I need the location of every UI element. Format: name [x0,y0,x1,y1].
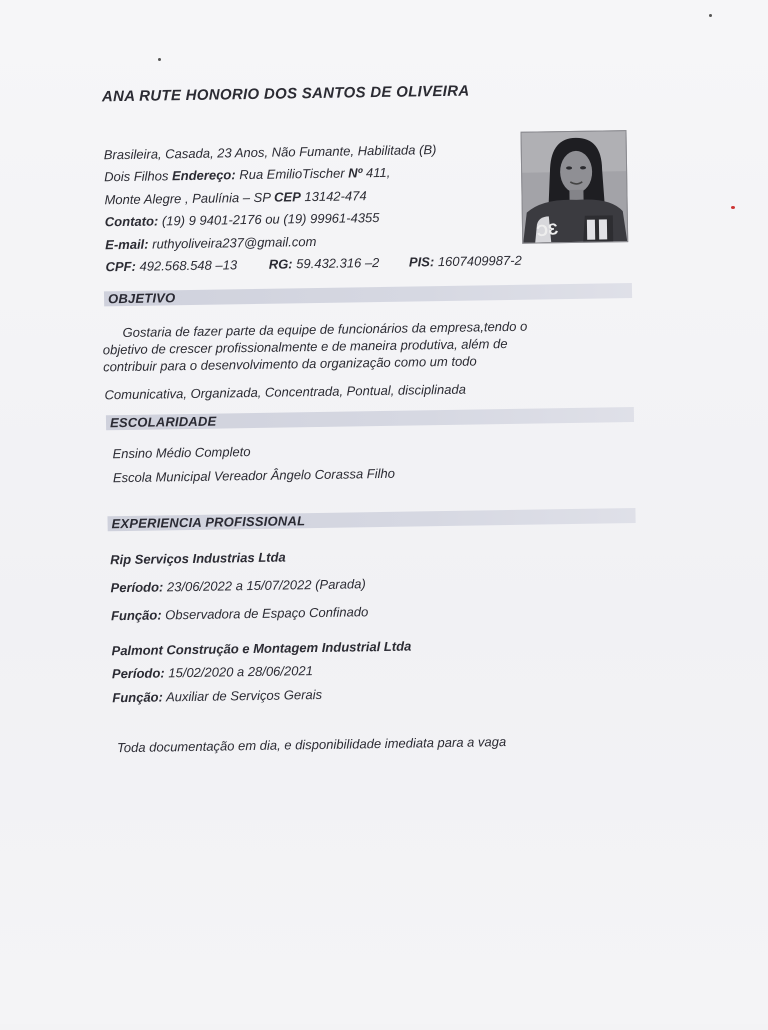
candidate-name: ANA RUTE HONORIO DOS SANTOS DE OLIVEIRA [101,82,470,106]
cep-value: 13142-474 [304,188,367,205]
objective-line-1: Gostaria de fazer parte da equipe de funcionários da empresa,tendo o [122,318,528,341]
job-1-company: Rip Serviços Industrias Ltda [110,549,286,568]
education-level: Ensino Médio Completo [112,444,251,462]
address-line: Dois Filhos Endereço: Rua EmilioTischer Nº 411, [104,164,391,185]
city-line: Monte Alegre , Paulínia – SP CEP 13142-474 [104,188,367,208]
job-1-period: Período: 23/06/2022 a 15/07/2022 (Parada) [110,576,366,596]
job-2-period: Período: 15/02/2020 a 28/06/2021 [111,663,313,682]
contact-label: Contato: [104,213,159,230]
number-value: 411, [365,164,391,181]
section-header-experiencia: EXPERIENCIA PROFISSIONAL [107,508,635,531]
address-label: Endereço: [171,167,236,184]
documents-line [105,253,521,275]
objective-line-2: objetivo de crescer profissionalmente e de maneira produtiva, além de [102,335,508,358]
contact-line [105,210,380,229]
rg-label: RG: [268,256,293,272]
objective-paragraph [102,316,615,375]
cpf-value: 492.568.548 –13 [139,257,238,274]
education-school: Escola Municipal Vereador Ângelo Corassa Filho [112,465,396,486]
job-1-role: Função: Observadora de Espaço Confinado [110,604,369,624]
cpf-label: CPF: [105,258,137,275]
availability-note: Toda documentação em dia, e disponibilidade imediata para a vaga [116,734,507,756]
section-header-escolaridade: ESCOLARIDADE [106,407,634,430]
portrait-image [522,131,628,243]
personal-info-line: Brasileira, Casada, 23 Anos, Não Fumante, Habilitada (B) [103,142,437,163]
objective-line-3: contribuir para o desenvolvimento da organização como um todo [103,353,477,375]
contact-value: (19) 9 9401-2176 ou (19) 99961-4355 [161,209,380,229]
job-2-role: Função: Auxiliar de Serviços Gerais [112,686,323,706]
profile-photo [520,130,628,244]
svg-text:ϽƐ: ϽƐ [535,221,560,241]
cep-label: CEP [273,189,301,205]
email-line [105,234,316,252]
email-label: E-mail: [105,236,149,253]
traits-text: Comunicativa, Organizada, Concentrada, Pontual, disciplinada [104,381,466,403]
pis-value: 1607409987-2 [437,252,522,270]
address-value: Rua EmilioTischer [239,165,345,183]
email-value: ruthyoliveira237@gmail.com [152,233,317,252]
rg-value: 59.432.316 –2 [296,254,380,272]
number-label: Nº [348,165,363,181]
section-header-objetivo: OBJETIVO [104,283,632,306]
job-2-company: Palmont Construção e Montagem Industrial Ltda [111,638,412,659]
pis-label: PIS: [408,254,435,270]
